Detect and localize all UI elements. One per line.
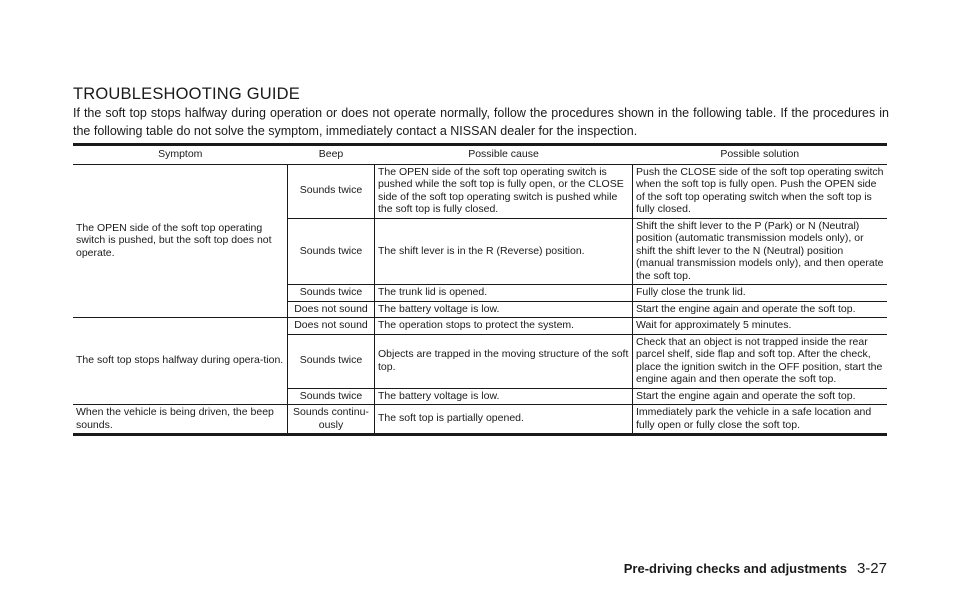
beep-cell: Sounds continu-ously xyxy=(288,405,375,435)
cause-cell: The operation stops to protect the system. xyxy=(375,318,633,335)
symptom-cell: The soft top stops halfway during opera-tion. xyxy=(73,318,288,405)
cause-cell: Objects are trapped in the moving structure of the soft top. xyxy=(375,334,633,388)
header-symptom: Symptom xyxy=(73,145,288,165)
table-header-row xyxy=(73,145,887,165)
beep-cell: Sounds twice xyxy=(288,164,375,218)
header-possible-solution: Possible solution xyxy=(633,145,888,165)
solution-cell: Start the engine again and operate the soft top. xyxy=(633,301,888,318)
page-number: 3-27 xyxy=(856,560,887,577)
cause-cell: The battery voltage is low. xyxy=(375,388,633,405)
solution-cell: Check that an object is not trapped inside the rear parcel shelf, side flap and soft top. After the check, place the ignition switch in the OFF position, start the engine again and then operate the soft top. xyxy=(633,334,888,388)
table-row xyxy=(73,164,887,218)
solution-cell: Fully close the trunk lid. xyxy=(633,285,888,302)
header-beep: Beep xyxy=(288,145,375,165)
troubleshooting-table xyxy=(73,143,887,436)
symptom-cell: The OPEN side of the soft top operating switch is pushed, but the soft top does not operate. xyxy=(73,164,288,318)
footer-section-title: Pre-driving checks and adjustments xyxy=(623,561,847,576)
solution-cell: Push the CLOSE side of the soft top operating switch when the soft top is fully open. Push the OPEN side of the soft top operating switch when the soft top is fully closed. xyxy=(633,164,888,218)
header-possible-cause: Possible cause xyxy=(375,145,633,165)
beep-cell: Does not sound xyxy=(288,301,375,318)
cause-cell: The soft top is partially opened. xyxy=(375,405,633,435)
cause-cell: The shift lever is in the R (Reverse) position. xyxy=(375,218,633,285)
solution-cell: Immediately park the vehicle in a safe location and fully open or fully close the soft top. xyxy=(633,405,888,435)
cause-cell: The trunk lid is opened. xyxy=(375,285,633,302)
cause-cell: The OPEN side of the soft top operating switch is pushed while the soft top is fully open, or the CLOSE side of the soft top operating switch is pushed while the soft top is fully closed. xyxy=(375,164,633,218)
solution-cell: Wait for approximately 5 minutes. xyxy=(633,318,888,335)
cause-cell: The battery voltage is low. xyxy=(375,301,633,318)
page-title: TROUBLESHOOTING GUIDE xyxy=(73,85,300,103)
page-footer xyxy=(624,560,887,578)
beep-cell: Sounds twice xyxy=(288,388,375,405)
beep-cell: Sounds twice xyxy=(288,285,375,302)
beep-cell: Sounds twice xyxy=(288,334,375,388)
solution-cell: Start the engine again and operate the soft top. xyxy=(633,388,888,405)
solution-cell: Shift the shift lever to the P (Park) or N (Neutral) position (automatic transmission models only), or shift the shift lever to the N (Neutral) position (manual transmission models only), and then operate the soft top. xyxy=(633,218,888,285)
beep-cell: Sounds twice xyxy=(288,218,375,285)
table-row xyxy=(73,405,887,435)
symptom-cell: When the vehicle is being driven, the beep sounds. xyxy=(73,405,288,435)
beep-cell: Does not sound xyxy=(288,318,375,335)
table-row xyxy=(73,318,887,335)
intro-paragraph: If the soft top stops halfway during operation or does not operate normally, follow the procedures shown in the following table. If the procedures in the following table do not solve the symptom, immediately contact a NISSAN dealer for the inspection. xyxy=(73,106,889,138)
